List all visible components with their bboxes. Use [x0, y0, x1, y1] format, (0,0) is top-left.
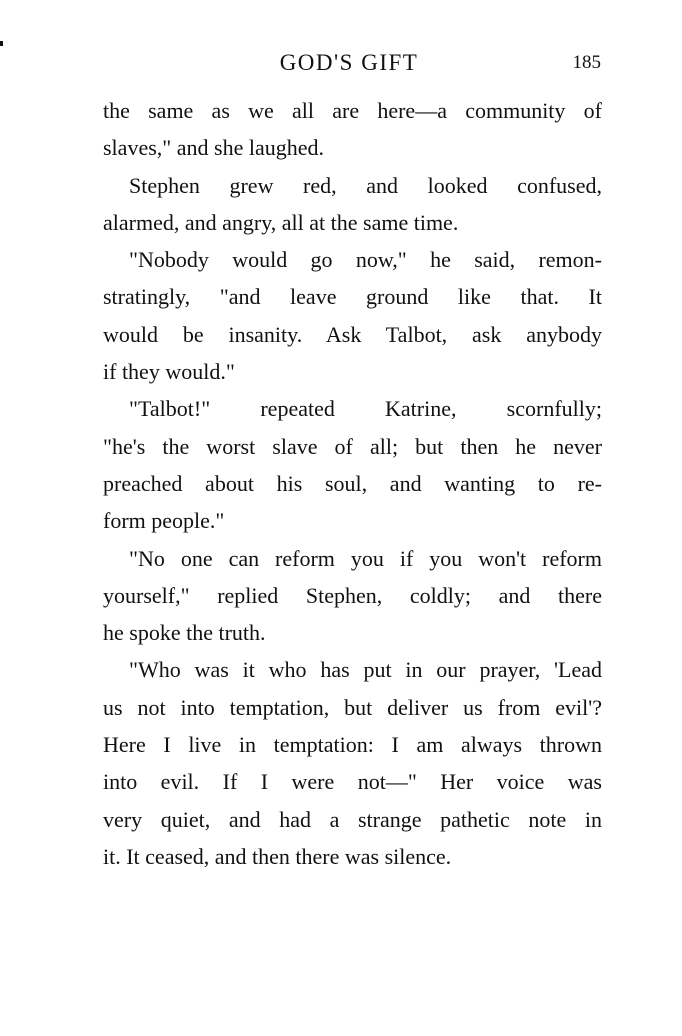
text-line: preached about his soul, and wanting to re-: [103, 470, 602, 496]
text-line: Here I live in temptation: I am always thrown: [103, 732, 602, 758]
running-title: GOD'S GIFT: [279, 50, 419, 75]
text-line: very quiet, and had a strange pathetic note in: [103, 806, 602, 832]
paragraph: [103, 540, 602, 652]
text-line: stratingly, "and leave ground like that. It: [103, 284, 602, 310]
running-head: [0, 48, 682, 78]
text-line: "Nobody would go now," he said, remon-: [129, 247, 602, 273]
text-line: it. It ceased, and then there was silence.: [103, 843, 452, 869]
text-line: would be insanity. Ask Talbot, ask anybody: [103, 321, 602, 347]
text-line: "Who was it who has put in our prayer, 'Lead: [129, 657, 602, 683]
paragraph: [103, 390, 602, 539]
paragraph: [103, 241, 602, 390]
page-number: 185: [572, 52, 601, 73]
text-line: slaves," and she laughed.: [103, 135, 324, 161]
text-line: he spoke the truth.: [103, 620, 266, 646]
paragraph: [103, 92, 602, 167]
text-line: form people.": [103, 508, 225, 534]
paragraph: [103, 167, 602, 242]
text-line: into evil. If I were not—" Her voice was: [103, 769, 602, 795]
text-line: "he's the worst slave of all; but then he never: [103, 433, 602, 459]
text-line: "Talbot!" repeated Katrine, scornfully;: [129, 396, 602, 422]
text-line: Stephen grew red, and looked confused,: [129, 172, 602, 198]
text-line: yourself," replied Stephen, coldly; and there: [103, 582, 602, 608]
paragraph: [103, 651, 602, 875]
text-line: if they would.": [103, 359, 235, 385]
page-edge-mark: [0, 41, 3, 46]
text-body: [103, 92, 602, 875]
text-line: alarmed, and angry, all at the same time.: [103, 209, 459, 235]
text-line: the same as we all are here—a community of: [103, 98, 602, 123]
text-line: us not into temptation, but deliver us from evil'?: [103, 694, 602, 720]
text-line: "No one can reform you if you won't reform: [129, 545, 602, 571]
